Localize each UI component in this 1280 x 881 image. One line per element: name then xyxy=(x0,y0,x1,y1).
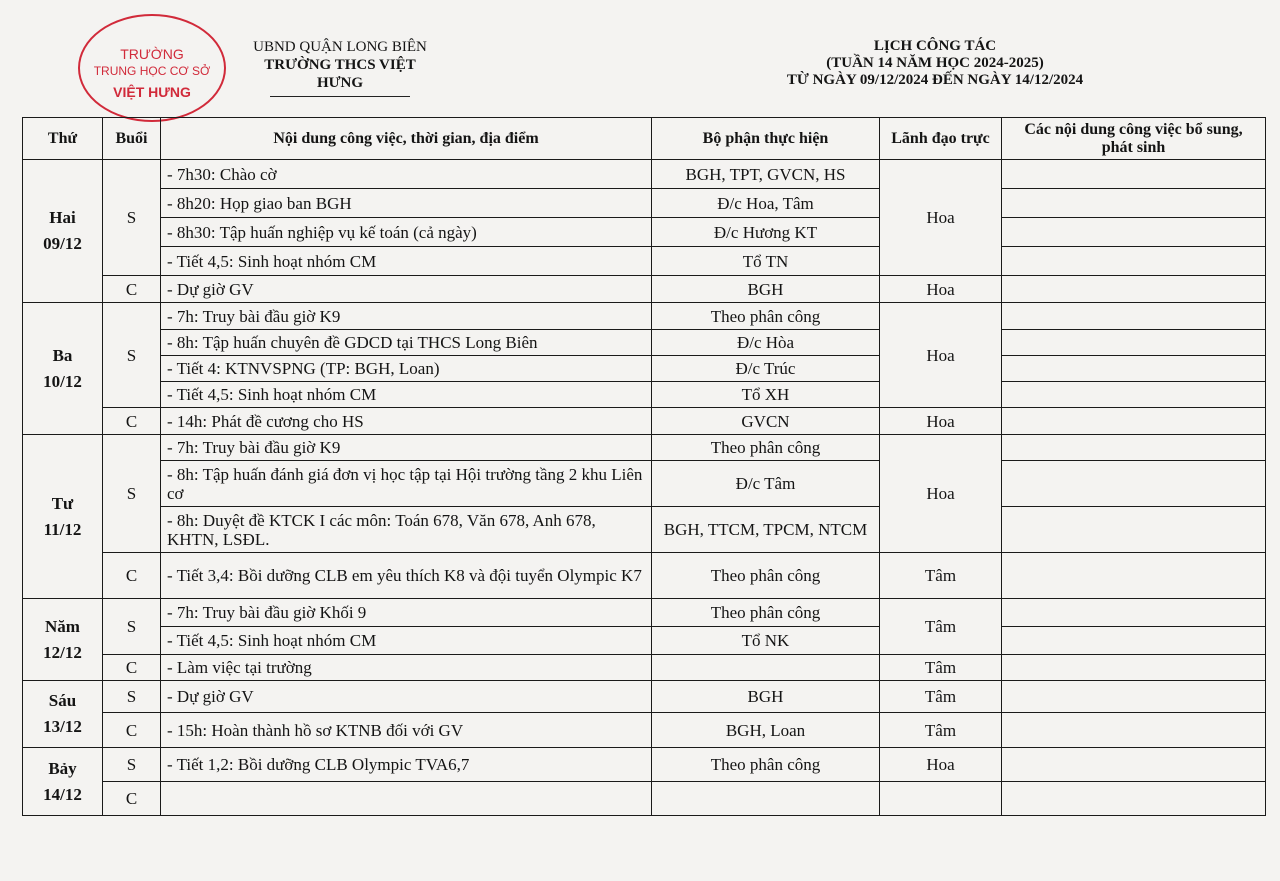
task-cell: - Dự giờ GV xyxy=(161,276,652,303)
session-cell: S xyxy=(103,599,161,655)
extra-cell xyxy=(1002,748,1266,782)
task-cell: - Dự giờ GV xyxy=(161,681,652,713)
extra-cell xyxy=(1002,713,1266,748)
day-date: 13/12 xyxy=(43,717,82,736)
day-cell xyxy=(23,681,103,748)
dept-cell: Tổ TN xyxy=(652,247,880,276)
extra-cell xyxy=(1002,160,1266,189)
school-stamp xyxy=(78,14,226,122)
dept-cell xyxy=(652,655,880,681)
task-cell: - 8h20: Họp giao ban BGH xyxy=(161,189,652,218)
table-row xyxy=(23,507,1266,553)
dept-cell: Tổ NK xyxy=(652,627,880,655)
table-row xyxy=(23,276,1266,303)
extra-cell xyxy=(1002,189,1266,218)
date-range: TỪ NGÀY 09/12/2024 ĐẾN NGÀY 14/12/2024 xyxy=(786,72,1084,88)
session-cell: C xyxy=(103,782,161,816)
task-cell: - Tiết 4,5: Sinh hoạt nhóm CM xyxy=(161,382,652,408)
extra-cell xyxy=(1002,553,1266,599)
day-name: Năm xyxy=(45,616,80,636)
dept-cell: Đ/c Hòa xyxy=(652,330,880,356)
extra-cell xyxy=(1002,247,1266,276)
session-cell: S xyxy=(103,748,161,782)
stamp-line2: TRUNG HỌC CƠ SỞ xyxy=(93,64,211,78)
document-title: LỊCH CÔNG TÁC xyxy=(873,38,997,54)
extra-cell xyxy=(1002,461,1266,507)
dept-cell: Đ/c Hương KT xyxy=(652,218,880,247)
table-row xyxy=(23,330,1266,356)
dept-cell: BGH xyxy=(652,276,880,303)
session-cell: C xyxy=(103,408,161,435)
col-buoi: Buổi xyxy=(103,118,161,160)
extra-cell xyxy=(1002,303,1266,330)
leader-cell xyxy=(880,782,1002,816)
leader-cell: Tâm xyxy=(880,655,1002,681)
task-cell: - 8h: Tập huấn đánh giá đơn vị học tập tại Hội trường tầng 2 khu Liên cơ xyxy=(161,461,652,507)
task-cell: - Làm việc tại trường xyxy=(161,655,652,681)
day-name: Hai xyxy=(49,208,76,227)
extra-cell xyxy=(1002,655,1266,681)
table-row xyxy=(23,303,1266,330)
district-name: UBND QUẬN LONG BIÊN xyxy=(253,39,427,55)
table-row xyxy=(23,599,1266,627)
col-lanhdao: Lãnh đạo trực xyxy=(880,118,1002,160)
extra-cell xyxy=(1002,599,1266,627)
day-date: 14/12 xyxy=(43,784,82,804)
extra-cell xyxy=(1002,681,1266,713)
header-underline xyxy=(270,96,410,97)
task-cell: - 15h: Hoàn thành hồ sơ KTNB đối với GV xyxy=(161,713,652,748)
header-row xyxy=(23,118,1266,160)
col-bosung: Các nội dung công việc bổ sung, phát sinh xyxy=(1002,118,1266,160)
extra-cell xyxy=(1002,218,1266,247)
day-date: 09/12 xyxy=(43,234,82,253)
leader-cell: Tâm xyxy=(880,681,1002,713)
leader-cell: Tâm xyxy=(880,599,1002,655)
table-row xyxy=(23,408,1266,435)
table-row xyxy=(23,553,1266,599)
dept-cell: Theo phân công xyxy=(652,748,880,782)
day-cell xyxy=(23,303,103,435)
document-title-block xyxy=(730,38,1140,89)
dept-cell: BGH xyxy=(652,681,880,713)
task-cell: - Tiết 4: KTNVSPNG (TP: BGH, Loan) xyxy=(161,356,652,382)
table-row xyxy=(23,218,1266,247)
leader-cell: Tâm xyxy=(880,553,1002,599)
task-cell: - 8h: Duyệt đề KTCK I các môn: Toán 678, Văn 678, Anh 678, KHTN, LSĐL. xyxy=(161,507,652,553)
day-cell xyxy=(23,435,103,599)
dept-cell: BGH, TTCM, TPCM, NTCM xyxy=(652,507,880,553)
task-cell: - 7h: Truy bài đầu giờ K9 xyxy=(161,435,652,461)
task-cell: - Tiết 1,2: Bồi dưỡng CLB Olympic TVA6,7 xyxy=(161,748,652,782)
task-cell: - Tiết 4,5: Sinh hoạt nhóm CM xyxy=(161,627,652,655)
day-cell xyxy=(23,599,103,681)
extra-cell xyxy=(1002,627,1266,655)
task-cell: - 7h: Truy bài đầu giờ Khối 9 xyxy=(161,599,652,627)
extra-cell xyxy=(1002,408,1266,435)
table-row xyxy=(23,435,1266,461)
task-cell: - Tiết 4,5: Sinh hoạt nhóm CM xyxy=(161,247,652,276)
table-row xyxy=(23,356,1266,382)
table-row xyxy=(23,160,1266,189)
day-name: Bảy xyxy=(48,758,77,778)
table-row xyxy=(23,461,1266,507)
task-cell: - 7h30: Chào cờ xyxy=(161,160,652,189)
dept-cell: Đ/c Trúc xyxy=(652,356,880,382)
day-name: Sáu xyxy=(48,691,77,710)
session-cell: C xyxy=(103,276,161,303)
col-bophan: Bộ phận thực hiện xyxy=(652,118,880,160)
dept-cell: Theo phân công xyxy=(652,303,880,330)
table-row xyxy=(23,189,1266,218)
leader-cell: Hoa xyxy=(880,160,1002,276)
session-cell: S xyxy=(103,160,161,276)
extra-cell xyxy=(1002,276,1266,303)
table-row xyxy=(23,655,1266,681)
dept-cell: Đ/c Hoa, Tâm xyxy=(652,189,880,218)
task-cell: - 7h: Truy bài đầu giờ K9 xyxy=(161,303,652,330)
task-cell: - Tiết 3,4: Bồi dưỡng CLB em yêu thích K8 và đội tuyển Olympic K7 xyxy=(161,553,652,599)
dept-cell: Theo phân công xyxy=(652,435,880,461)
table-row xyxy=(23,681,1266,713)
session-cell: C xyxy=(103,655,161,681)
session-cell: S xyxy=(103,681,161,713)
dept-cell: GVCN xyxy=(652,408,880,435)
session-cell: S xyxy=(103,435,161,553)
day-date: 12/12 xyxy=(43,642,82,662)
dept-cell: BGH, TPT, GVCN, HS xyxy=(652,160,880,189)
leader-cell: Tâm xyxy=(880,713,1002,748)
schedule-table xyxy=(22,117,1266,816)
session-cell: S xyxy=(103,303,161,408)
extra-cell xyxy=(1002,382,1266,408)
day-date: 10/12 xyxy=(43,371,82,391)
stamp-line1: TRƯỜNG xyxy=(120,46,184,62)
week-label: (TUẦN 14 NĂM HỌC 2024-2025) xyxy=(826,55,1044,71)
dept-cell xyxy=(652,782,880,816)
extra-cell xyxy=(1002,435,1266,461)
leader-cell: Hoa xyxy=(880,303,1002,408)
col-thu: Thứ xyxy=(23,118,103,160)
session-cell: C xyxy=(103,553,161,599)
day-name: Tư xyxy=(51,493,74,513)
dept-cell: Tổ XH xyxy=(652,382,880,408)
issuer-header xyxy=(245,38,435,97)
extra-cell xyxy=(1002,356,1266,382)
day-date: 11/12 xyxy=(43,519,82,539)
col-noidung: Nội dung công việc, thời gian, địa điểm xyxy=(161,118,652,160)
school-name: TRƯỜNG THCS VIỆT HƯNG xyxy=(264,57,416,91)
stamp-line3: VIỆT HƯNG xyxy=(113,84,191,100)
day-name: Ba xyxy=(52,345,73,365)
task-cell: - 8h: Tập huấn chuyên đề GDCD tại THCS Long Biên xyxy=(161,330,652,356)
table-row xyxy=(23,382,1266,408)
table-row xyxy=(23,627,1266,655)
leader-cell: Hoa xyxy=(880,435,1002,553)
extra-cell xyxy=(1002,330,1266,356)
session-cell: C xyxy=(103,713,161,748)
dept-cell: Theo phân công xyxy=(652,553,880,599)
table-row xyxy=(23,748,1266,782)
dept-cell: Đ/c Tâm xyxy=(652,461,880,507)
extra-cell xyxy=(1002,782,1266,816)
leader-cell: Hoa xyxy=(880,748,1002,782)
table-row xyxy=(23,782,1266,816)
day-cell xyxy=(23,748,103,816)
day-cell xyxy=(23,160,103,303)
extra-cell xyxy=(1002,507,1266,553)
task-cell xyxy=(161,782,652,816)
table-row xyxy=(23,713,1266,748)
task-cell: - 14h: Phát đề cương cho HS xyxy=(161,408,652,435)
table-row xyxy=(23,247,1266,276)
leader-cell: Hoa xyxy=(880,408,1002,435)
task-cell: - 8h30: Tập huấn nghiệp vụ kế toán (cả ngày) xyxy=(161,218,652,247)
leader-cell: Hoa xyxy=(880,276,1002,303)
dept-cell: Theo phân công xyxy=(652,599,880,627)
dept-cell: BGH, Loan xyxy=(652,713,880,748)
